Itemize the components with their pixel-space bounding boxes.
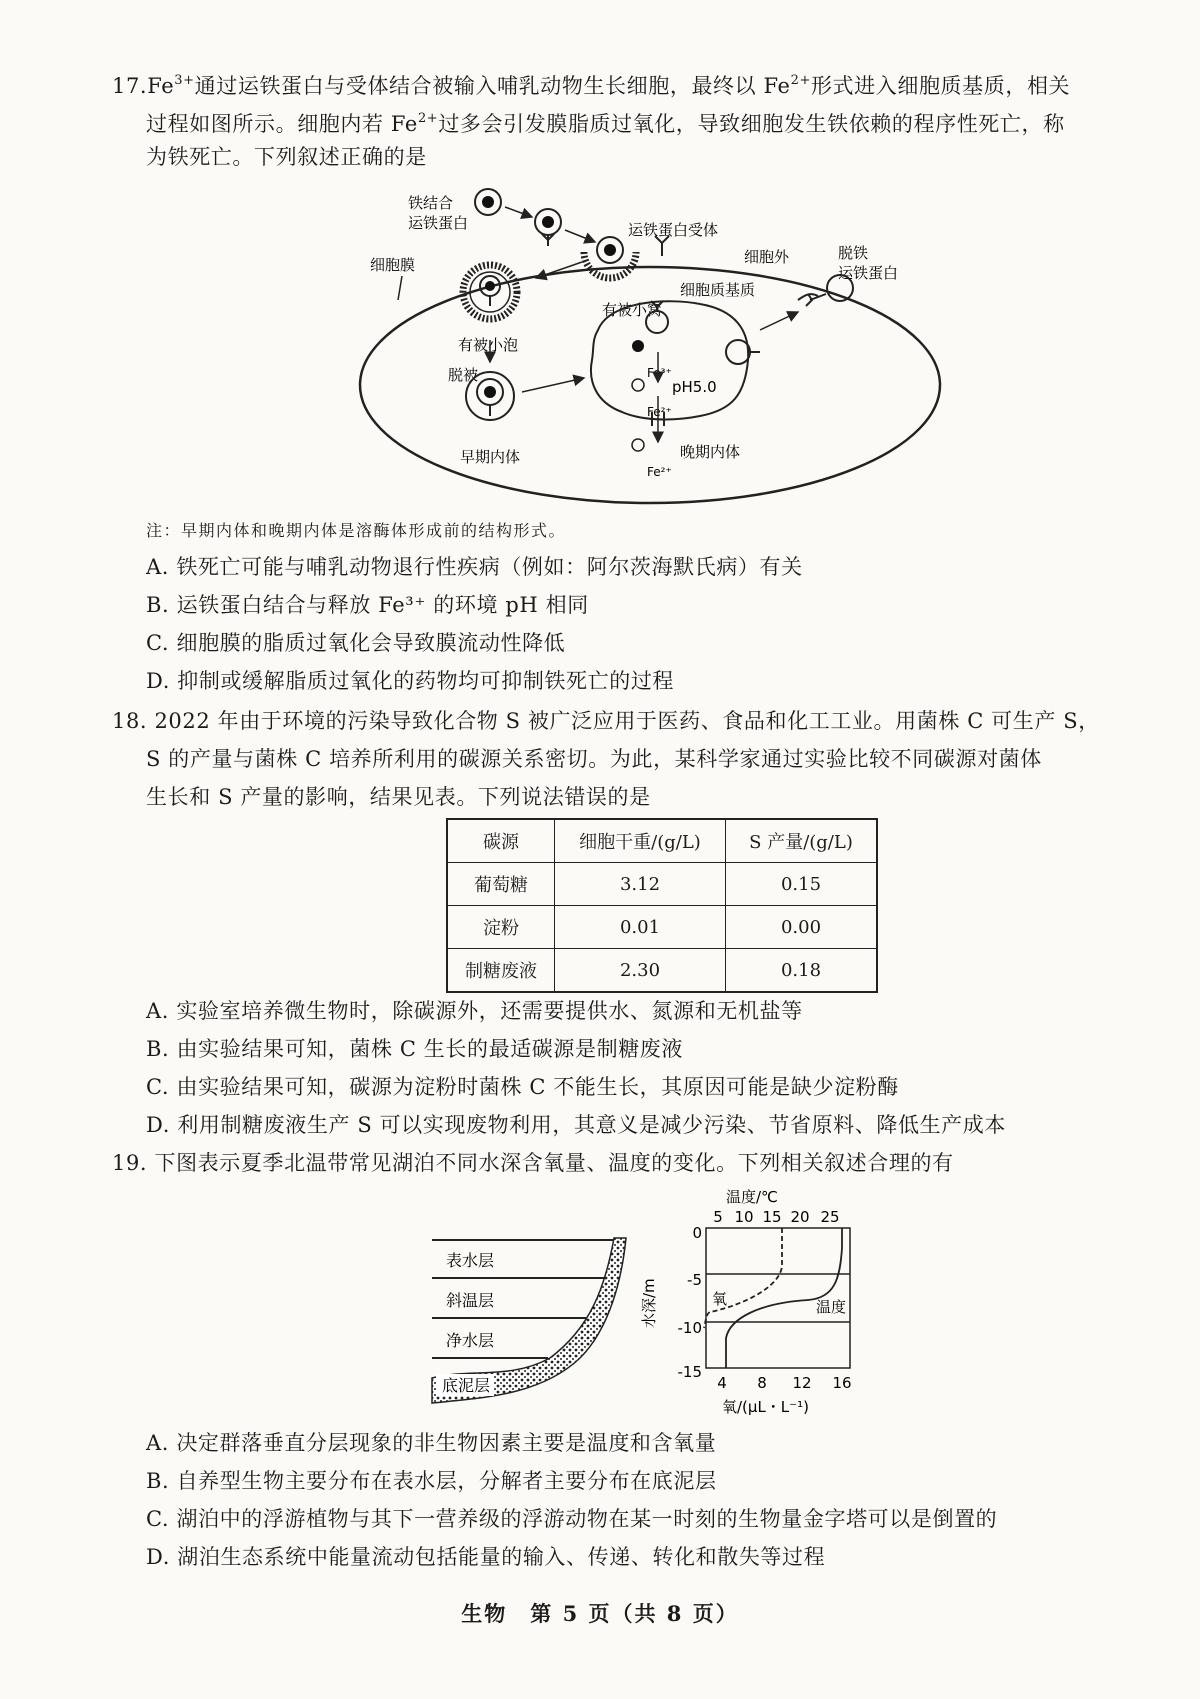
q19-line-1: 19. 下图表示夏季北温带常见湖泊不同水深含氧量、温度的变化。下列相关叙述合理的有 xyxy=(112,1151,954,1175)
q18-line-1: 18. 2022 年由于环境的污染导致化合物 S 被广泛应用于医药、食品和化工工业。用菌株 C 可生产 S， xyxy=(112,709,1100,733)
q18-option-d: D. 利用制糖废液生产 S 可以实现废物利用，其意义是减少污染、节省原料、降低生产成本 xyxy=(146,1113,1006,1137)
label-apo: 脱铁 xyxy=(838,244,869,262)
table-cell: 2.30 xyxy=(555,949,726,993)
lake-cross-section xyxy=(430,1228,630,1408)
label-iron-transferrin-2: 运铁蛋白 xyxy=(408,214,469,232)
label-ph: pH5.0 xyxy=(672,378,717,396)
label-iron-transferrin: 铁结合 xyxy=(408,194,454,212)
depth-profile-chart xyxy=(630,1188,900,1418)
q19-option-b: B. 自养型生物主要分布在表水层，分解者主要分布在底泥层 xyxy=(146,1469,717,1493)
carbon-source-table xyxy=(446,818,878,993)
tick-label: 8 xyxy=(757,1374,767,1392)
q17-line-1: $17.Fe^{3+}$通过运铁蛋白与受体结合被输入哺乳动物生长细胞，最终以 $Fe^{2+}$形式进入细胞质基质，相关 xyxy=(112,73,1071,98)
table-cell: 葡萄糖 xyxy=(447,863,555,906)
label-fe2-inside: Fe²⁺ xyxy=(647,405,672,419)
q18-line-3: 生长和 S 产量的影响，结果见表。下列说法错误的是 xyxy=(146,785,651,809)
receptor-icon xyxy=(655,236,669,256)
table-header: 碳源 xyxy=(447,819,555,863)
table-header: S 产量/(g/L) xyxy=(726,819,878,863)
q18-line-2: S 的产量与菌株 C 培养所利用的碳源关系密切。为此，某科学家通过实验比较不同碳源对菌体 xyxy=(146,747,1042,771)
oxygen-label: 氧 xyxy=(712,1290,728,1308)
label-fe2-outside: Fe²⁺ xyxy=(647,465,672,479)
label-receptor: 运铁蛋白受体 xyxy=(628,221,719,239)
label-outside: 细胞外 xyxy=(744,248,790,266)
label-coated-vesicle: 有被小泡 xyxy=(458,336,519,354)
label-cytoplasm: 细胞质基质 xyxy=(680,281,756,299)
q17-note: 注：早期内体和晚期内体是溶酶体形成前的结构形式。 xyxy=(146,521,567,540)
q19-option-d: D. 湖泊生态系统中能量流动包括能量的输入、传递、转化和散失等过程 xyxy=(146,1545,826,1569)
label-late-endosome: 晚期内体 xyxy=(680,443,741,461)
q17-option-b: B. 运铁蛋白结合与释放 Fe³⁺ 的环境 pH 相同 xyxy=(146,593,589,617)
chart-top-label: 温度/℃ xyxy=(726,1188,778,1206)
q17-option-d: D. 抑制或缓解脂质过氧化的药物均可抑制铁死亡的过程 xyxy=(146,669,675,693)
temperature-label: 温度 xyxy=(816,1298,847,1316)
q19-option-c: C. 湖泊中的浮游植物与其下一营养级的浮游动物在某一时刻的生物量金字塔可以是倒置的 xyxy=(146,1507,998,1531)
tick-label: -15 xyxy=(677,1363,702,1381)
table-header-row xyxy=(447,819,877,863)
tick-label: 10 xyxy=(734,1208,754,1226)
q17-line-2: 过程如图所示。细胞内若 $Fe^{2+}$过多会引发膜脂质过氧化，导致细胞发生铁依赖的程序性死亡，称 xyxy=(146,111,1065,136)
table-cell: 制糖废液 xyxy=(447,949,555,993)
label-early-endosome: 早期内体 xyxy=(460,448,521,466)
table-row xyxy=(447,863,877,906)
early-endosome-icon xyxy=(466,372,514,420)
transferrin-bound-icon xyxy=(535,209,561,246)
tick-label: 0 xyxy=(692,1224,702,1242)
table-cell: 0.01 xyxy=(555,906,726,949)
table-cell: 3.12 xyxy=(555,863,726,906)
page-footer: 生物 第 5 页（共 8 页） xyxy=(461,1601,739,1626)
fe2-dot-outside xyxy=(632,439,644,451)
iron-transferrin-icon xyxy=(475,189,501,215)
q17-option-c: C. 细胞膜的脂质过氧化会导致膜流动性降低 xyxy=(146,631,566,655)
tick-label: 15 xyxy=(762,1208,782,1226)
apo-transferrin-icon xyxy=(726,340,760,364)
iron-transport-diagram xyxy=(340,180,960,510)
table-row xyxy=(447,906,877,949)
table-row xyxy=(447,949,877,993)
table-cell: 0.15 xyxy=(726,863,878,906)
tick-label: 5 xyxy=(713,1208,723,1226)
fe2-dot-inside xyxy=(632,379,644,391)
table-cell: 淀粉 xyxy=(447,906,555,949)
coated-pit-icon xyxy=(584,237,636,278)
late-endosome-shape xyxy=(591,301,748,419)
label-coated-pit: 有被小窝 xyxy=(602,301,663,319)
table-cell: 0.18 xyxy=(726,949,878,993)
q19-option-a: A. 决定群落垂直分层现象的非生物因素主要是温度和含氧量 xyxy=(146,1431,717,1455)
q17-option-a: A. 铁死亡可能与哺乳动物退行性疾病（例如：阿尔茨海默氏病）有关 xyxy=(146,555,803,579)
tick-label: -5 xyxy=(687,1271,702,1289)
q18-option-a: A. 实验室培养微生物时，除碳源外，还需要提供水、氮源和无机盐等 xyxy=(146,999,803,1023)
tick-label: 12 xyxy=(792,1374,812,1392)
label-fe3: Fe³⁺ xyxy=(647,366,672,380)
tick-label: 25 xyxy=(820,1208,840,1226)
q18-option-c: C. 由实验结果可知，碳源为淀粉时菌株 C 不能生长，其原因可能是缺少淀粉酶 xyxy=(146,1075,899,1099)
table-cell: 0.00 xyxy=(726,906,878,949)
lake-layer-thermocline: 斜温层 xyxy=(446,1291,495,1310)
label-apo-2: 运铁蛋白 xyxy=(838,264,899,282)
chart-y-label: 水深/m xyxy=(640,1278,658,1328)
tick-label: 4 xyxy=(717,1374,727,1392)
table-header: 细胞干重/(g/L) xyxy=(555,819,726,863)
tick-label: -10 xyxy=(677,1319,702,1337)
fe3-dot xyxy=(632,340,644,352)
q17-line-3: 为铁死亡。下列叙述正确的是 xyxy=(146,145,427,169)
label-membrane: 细胞膜 xyxy=(370,256,416,274)
label-uncoat: 脱被 xyxy=(448,366,479,384)
lake-layer-surface: 表水层 xyxy=(446,1251,495,1270)
tick-label: 16 xyxy=(832,1374,852,1392)
lake-layer-sediment: 底泥层 xyxy=(442,1376,491,1395)
chart-bottom-label: 氧/(μL・L⁻¹) xyxy=(722,1398,809,1416)
lake-layer-clear: 净水层 xyxy=(446,1331,495,1350)
q18-option-b: B. 由实验结果可知，菌株 C 生长的最适碳源是制糖废液 xyxy=(146,1037,683,1061)
oxygen-curve xyxy=(704,1228,782,1328)
tick-label: 20 xyxy=(790,1208,810,1226)
